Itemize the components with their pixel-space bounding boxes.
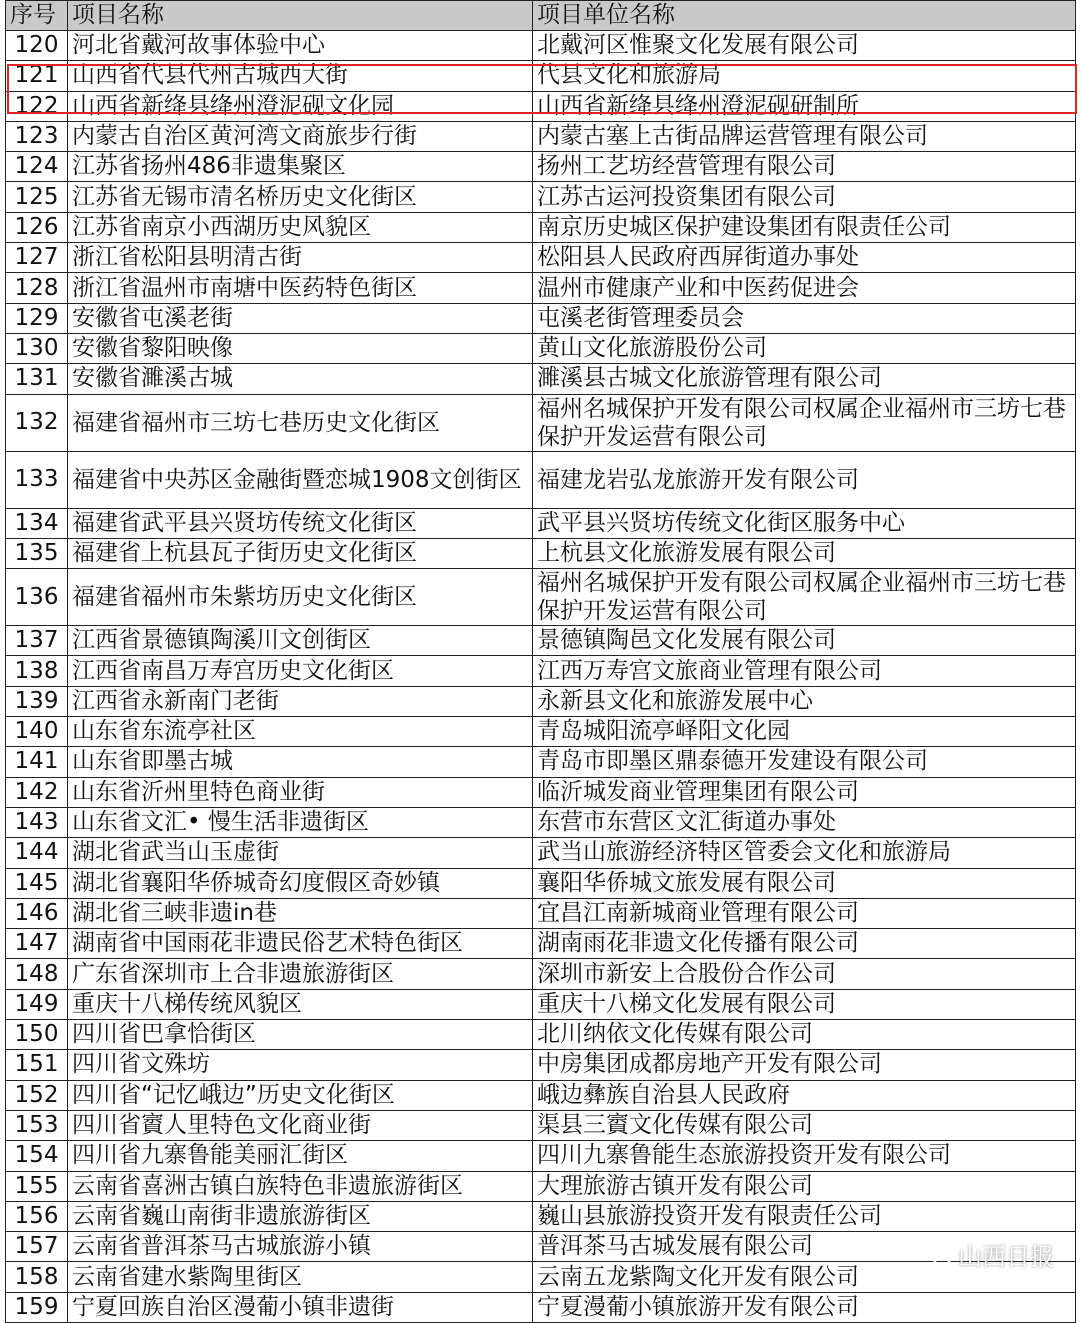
table-row xyxy=(6,929,1076,959)
project-name-cell: 宁夏回族自治区漫葡小镇非遗街 xyxy=(68,1292,533,1322)
row-number-cell: 159 xyxy=(6,1292,68,1322)
table-row xyxy=(6,394,1076,451)
row-number-cell: 134 xyxy=(6,508,68,538)
project-name-cell: 湖北省襄阳华侨城奇幻度假区奇妙镇 xyxy=(68,868,533,898)
header-name: 项目名称 xyxy=(68,1,533,31)
row-number-cell: 141 xyxy=(6,747,68,777)
project-name-cell: 福建省中央苏区金融街暨恋城1908文创街区 xyxy=(68,451,533,508)
table-row xyxy=(6,1232,1076,1262)
table-row xyxy=(6,656,1076,686)
project-unit-cell: 巍山县旅游投资开发有限责任公司 xyxy=(533,1201,1076,1231)
project-name-cell: 安徽省屯溪老街 xyxy=(68,303,533,333)
table-row xyxy=(6,243,1076,273)
table-row xyxy=(6,717,1076,747)
header-no: 序号 xyxy=(6,1,68,31)
row-number-cell: 123 xyxy=(6,121,68,151)
project-name-cell: 云南省建水紫陶里街区 xyxy=(68,1262,533,1292)
project-unit-cell: 扬州工艺坊经营管理有限公司 xyxy=(533,152,1076,182)
project-unit-cell: 湖南雨花非遗文化传播有限公司 xyxy=(533,929,1076,959)
table-row xyxy=(6,364,1076,394)
row-number-cell: 130 xyxy=(6,333,68,363)
table-row xyxy=(6,1141,1076,1171)
project-unit-cell: 峨边彝族自治县人民政府 xyxy=(533,1080,1076,1110)
row-number-cell: 150 xyxy=(6,1020,68,1050)
project-name-cell: 山西省代县代州古城西大街 xyxy=(68,61,533,91)
table-row xyxy=(6,273,1076,303)
table-row xyxy=(6,1292,1076,1322)
project-table xyxy=(5,0,1076,1323)
project-unit-cell: 屯溪老街管理委员会 xyxy=(533,303,1076,333)
table-row xyxy=(6,152,1076,182)
project-unit-cell: 南京历史城区保护建设集团有限责任公司 xyxy=(533,212,1076,242)
project-name-cell: 山东省即墨古城 xyxy=(68,747,533,777)
table-row xyxy=(6,989,1076,1019)
table-row xyxy=(6,538,1076,568)
project-name-cell: 湖南省中国雨花非遗民俗艺术特色街区 xyxy=(68,929,533,959)
project-unit-cell: 松阳县人民政府西屏街道办事处 xyxy=(533,243,1076,273)
wechat-icon xyxy=(922,1242,952,1268)
row-number-cell: 145 xyxy=(6,868,68,898)
table-row xyxy=(6,747,1076,777)
row-number-cell: 126 xyxy=(6,212,68,242)
table-row xyxy=(6,1080,1076,1110)
project-name-cell: 江苏省无锡市清名桥历史文化街区 xyxy=(68,182,533,212)
project-name-cell: 山西省新绛县绛州澄泥砚文化园 xyxy=(68,91,533,121)
row-number-cell: 149 xyxy=(6,989,68,1019)
row-number-cell: 158 xyxy=(6,1262,68,1292)
row-number-cell: 157 xyxy=(6,1232,68,1262)
row-number-cell: 144 xyxy=(6,838,68,868)
project-unit-cell: 武平县兴贤坊传统文化街区服务中心 xyxy=(533,508,1076,538)
project-name-cell: 山东省文汇• 慢生活非遗街区 xyxy=(68,807,533,837)
project-unit-cell: 濉溪县古城文化旅游管理有限公司 xyxy=(533,364,1076,394)
table-row xyxy=(6,508,1076,538)
row-number-cell: 147 xyxy=(6,929,68,959)
table-body xyxy=(6,31,1076,1323)
row-number-cell: 146 xyxy=(6,898,68,928)
table-row xyxy=(6,212,1076,242)
project-name-cell: 浙江省温州市南塘中医药特色街区 xyxy=(68,273,533,303)
row-number-cell: 128 xyxy=(6,273,68,303)
row-number-cell: 131 xyxy=(6,364,68,394)
row-number-cell: 140 xyxy=(6,717,68,747)
table-row xyxy=(6,1110,1076,1140)
project-unit-cell: 中房集团成都房地产开发有限公司 xyxy=(533,1050,1076,1080)
project-name-cell: 广东省深圳市上合非遗旅游街区 xyxy=(68,959,533,989)
row-number-cell: 143 xyxy=(6,807,68,837)
project-unit-cell: 深圳市新安上合股份合作公司 xyxy=(533,959,1076,989)
watermark-text: 山西日报 xyxy=(958,1243,1054,1271)
project-name-cell: 浙江省松阳县明清古街 xyxy=(68,243,533,273)
watermark xyxy=(922,1237,1054,1272)
project-name-cell: 山东省沂州里特色商业街 xyxy=(68,777,533,807)
table-row xyxy=(6,1201,1076,1231)
project-unit-cell: 福州名城保护开发有限公司权属企业福州市三坊七巷保护开发运营有限公司 xyxy=(533,569,1076,626)
project-name-cell: 江西省永新南门老街 xyxy=(68,686,533,716)
table-row xyxy=(6,1262,1076,1292)
row-number-cell: 133 xyxy=(6,451,68,508)
project-unit-cell: 福州名城保护开发有限公司权属企业福州市三坊七巷保护开发运营有限公司 xyxy=(533,394,1076,451)
project-unit-cell: 宁夏漫葡小镇旅游开发有限公司 xyxy=(533,1292,1076,1322)
project-unit-cell: 温州市健康产业和中医药促进会 xyxy=(533,273,1076,303)
row-number-cell: 153 xyxy=(6,1110,68,1140)
row-number-cell: 122 xyxy=(6,91,68,121)
project-name-cell: 江西省南昌万寿宫历史文化街区 xyxy=(68,656,533,686)
table-header-row xyxy=(6,1,1076,31)
project-unit-cell: 青岛市即墨区鼎泰德开发建设有限公司 xyxy=(533,747,1076,777)
row-number-cell: 151 xyxy=(6,1050,68,1080)
project-name-cell: 江苏省扬州486非遗集聚区 xyxy=(68,152,533,182)
table-row xyxy=(6,838,1076,868)
project-unit-cell: 代县文化和旅游局 xyxy=(533,61,1076,91)
row-number-cell: 135 xyxy=(6,538,68,568)
project-unit-cell: 内蒙古塞上古街品牌运营管理有限公司 xyxy=(533,121,1076,151)
project-unit-cell: 青岛城阳流亭峄阳文化园 xyxy=(533,717,1076,747)
table-row xyxy=(6,61,1076,91)
project-unit-cell: 永新县文化和旅游发展中心 xyxy=(533,686,1076,716)
project-name-cell: 江西省景德镇陶溪川文创街区 xyxy=(68,626,533,656)
project-name-cell: 内蒙古自治区黄河湾文商旅步行街 xyxy=(68,121,533,151)
row-number-cell: 139 xyxy=(6,686,68,716)
row-number-cell: 124 xyxy=(6,152,68,182)
project-name-cell: 河北省戴河故事体验中心 xyxy=(68,31,533,61)
project-unit-cell: 云南五龙紫陶文化开发有限公司 xyxy=(533,1262,1076,1292)
project-name-cell: 安徽省黎阳映像 xyxy=(68,333,533,363)
project-name-cell: 四川省“记忆峨边”历史文化街区 xyxy=(68,1080,533,1110)
project-unit-cell: 江西万寿宫文旅商业管理有限公司 xyxy=(533,656,1076,686)
project-name-cell: 湖北省三峡非遗in巷 xyxy=(68,898,533,928)
project-unit-cell: 北川纳依文化传媒有限公司 xyxy=(533,1020,1076,1050)
row-number-cell: 136 xyxy=(6,569,68,626)
project-name-cell: 重庆十八梯传统风貌区 xyxy=(68,989,533,1019)
project-name-cell: 四川省賨人里特色文化商业街 xyxy=(68,1110,533,1140)
table-row xyxy=(6,777,1076,807)
row-number-cell: 125 xyxy=(6,182,68,212)
project-name-cell: 福建省福州市朱紫坊历史文化街区 xyxy=(68,569,533,626)
row-number-cell: 148 xyxy=(6,959,68,989)
row-number-cell: 154 xyxy=(6,1141,68,1171)
row-number-cell: 127 xyxy=(6,243,68,273)
project-unit-cell: 江苏古运河投资集团有限公司 xyxy=(533,182,1076,212)
row-number-cell: 142 xyxy=(6,777,68,807)
project-unit-cell: 大理旅游古镇开发有限公司 xyxy=(533,1171,1076,1201)
table-row xyxy=(6,807,1076,837)
project-unit-cell: 渠县三賨文化传媒有限公司 xyxy=(533,1110,1076,1140)
table-row xyxy=(6,686,1076,716)
project-unit-cell: 临沂城发商业管理集团有限公司 xyxy=(533,777,1076,807)
table-row xyxy=(6,1171,1076,1201)
row-number-cell: 156 xyxy=(6,1201,68,1231)
project-name-cell: 云南省普洱茶马古城旅游小镇 xyxy=(68,1232,533,1262)
row-number-cell: 132 xyxy=(6,394,68,451)
project-unit-cell: 景德镇陶邑文化发展有限公司 xyxy=(533,626,1076,656)
table-row xyxy=(6,303,1076,333)
project-unit-cell: 上杭县文化旅游发展有限公司 xyxy=(533,538,1076,568)
project-name-cell: 福建省上杭县瓦子街历史文化街区 xyxy=(68,538,533,568)
project-name-cell: 四川省九寨鲁能美丽汇街区 xyxy=(68,1141,533,1171)
table-row xyxy=(6,91,1076,121)
project-name-cell: 江苏省南京小西湖历史风貌区 xyxy=(68,212,533,242)
table-row xyxy=(6,182,1076,212)
project-unit-cell: 四川九寨鲁能生态旅游投资开发有限公司 xyxy=(533,1141,1076,1171)
header-unit: 项目单位名称 xyxy=(533,1,1076,31)
project-unit-cell: 黄山文化旅游股份公司 xyxy=(533,333,1076,363)
project-unit-cell: 普洱茶马古城发展有限公司 xyxy=(533,1232,1076,1262)
project-name-cell: 福建省福州市三坊七巷历史文化街区 xyxy=(68,394,533,451)
project-name-cell: 山东省东流亭社区 xyxy=(68,717,533,747)
project-unit-cell: 山西省新绛县绛州澄泥砚研制所 xyxy=(533,91,1076,121)
table-row xyxy=(6,959,1076,989)
table-row xyxy=(6,898,1076,928)
project-name-cell: 福建省武平县兴贤坊传统文化街区 xyxy=(68,508,533,538)
project-name-cell: 四川省巴拿恰街区 xyxy=(68,1020,533,1050)
row-number-cell: 121 xyxy=(6,61,68,91)
project-unit-cell: 重庆十八梯文化发展有限公司 xyxy=(533,989,1076,1019)
project-unit-cell: 武当山旅游经济特区管委会文化和旅游局 xyxy=(533,838,1076,868)
project-name-cell: 安徽省濉溪古城 xyxy=(68,364,533,394)
table-row xyxy=(6,626,1076,656)
project-name-cell: 云南省巍山南街非遗旅游街区 xyxy=(68,1201,533,1231)
table-row xyxy=(6,1020,1076,1050)
project-unit-cell: 宜昌江南新城商业管理有限公司 xyxy=(533,898,1076,928)
table-row xyxy=(6,451,1076,508)
table-row xyxy=(6,569,1076,626)
project-unit-cell: 福建龙岩弘龙旅游开发有限公司 xyxy=(533,451,1076,508)
row-number-cell: 137 xyxy=(6,626,68,656)
project-unit-cell: 襄阳华侨城文旅发展有限公司 xyxy=(533,868,1076,898)
table-row xyxy=(6,1050,1076,1080)
row-number-cell: 120 xyxy=(6,31,68,61)
table-row xyxy=(6,868,1076,898)
row-number-cell: 129 xyxy=(6,303,68,333)
project-unit-cell: 东营市东营区文汇街道办事处 xyxy=(533,807,1076,837)
project-name-cell: 湖北省武当山玉虚街 xyxy=(68,838,533,868)
project-name-cell: 云南省喜洲古镇白族特色非遗旅游街区 xyxy=(68,1171,533,1201)
project-unit-cell: 北戴河区惟聚文化发展有限公司 xyxy=(533,31,1076,61)
project-name-cell: 四川省文殊坊 xyxy=(68,1050,533,1080)
row-number-cell: 152 xyxy=(6,1080,68,1110)
row-number-cell: 138 xyxy=(6,656,68,686)
table-container xyxy=(5,0,1075,1323)
table-row xyxy=(6,333,1076,363)
table-row xyxy=(6,121,1076,151)
table-row xyxy=(6,31,1076,61)
row-number-cell: 155 xyxy=(6,1171,68,1201)
